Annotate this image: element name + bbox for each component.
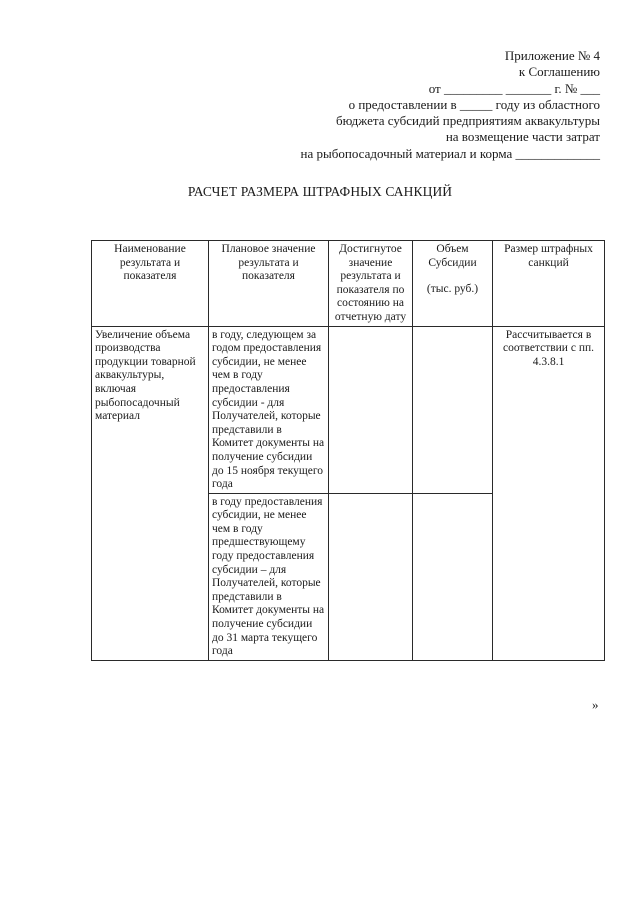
plan-value-cell: в году, следующем за годом предоставления субсидии, не менее чем в году предоставления субсидии - для Получателей, которые представили в Комитет документы на получение субсидии до 15 ноября текущего года: [209, 326, 329, 493]
header-subsidy-volume-title: Объем Субсидии: [428, 243, 477, 269]
header-sanction-size-text: Размер штрафных санкций: [504, 243, 593, 269]
header-result-name-text: Наименование результата и показателя: [114, 243, 186, 283]
budget-line: бюджета субсидий предприятиям аквакультуры: [336, 113, 600, 129]
header-plan-value: [209, 241, 329, 327]
plan-value-cell: в году предоставления субсидии, не менее чем в году предшествующему году предоставления субсидии – для Получателей, которые представили в Комитет документы на получение субсидии до 31 марта текущего года: [209, 493, 329, 660]
compensation-line: на возмещение части затрат: [445, 129, 600, 145]
agreement-date-number: от _________ _______ г. № ___: [428, 80, 600, 96]
appendix-number: Приложение № 4: [504, 48, 600, 63]
header-result-name: [92, 241, 209, 327]
subsidy-volume-cell: [413, 326, 493, 493]
header-subsidy-volume-unit: (тыс. руб.): [426, 283, 479, 296]
materials-line: на рыбопосадочный материал и корма _____________: [300, 145, 600, 161]
header-actual-value-text: Достигнутое значение результата и показателя по состоянию на отчетную дату: [334, 243, 407, 323]
subsidy-volume-cell: [413, 493, 493, 660]
closing-quote-mark: »: [592, 697, 599, 712]
sanctions-table: [91, 240, 605, 661]
table-header-row: [92, 241, 605, 327]
agreement-reference: к Соглашению: [518, 64, 600, 80]
header-sanction-size: [493, 241, 605, 327]
table-row: [92, 326, 605, 493]
sanction-size-cell: Рассчитывается в соответствии с пп. 4.3.8.1: [493, 326, 605, 660]
actual-value-cell: [329, 493, 413, 660]
header-plan-value-text: Плановое значение результата и показателя: [221, 243, 316, 283]
header-subsidy-volume: [413, 241, 493, 327]
result-name-cell: Увеличение объема производства продукции товарной аквакультуры, включая рыбопосадочный материал: [92, 326, 209, 660]
actual-value-cell: [329, 326, 413, 493]
header-subsidy-volume-gap: [416, 270, 489, 283]
provision-year-line: о предоставлении в _____ году из областного: [348, 96, 600, 112]
appendix-header: [180, 48, 600, 162]
header-actual-value: [329, 241, 413, 327]
page-title: РАСЧЕТ РАЗМЕРА ШТРАФНЫХ САНКЦИЙ: [187, 184, 453, 199]
